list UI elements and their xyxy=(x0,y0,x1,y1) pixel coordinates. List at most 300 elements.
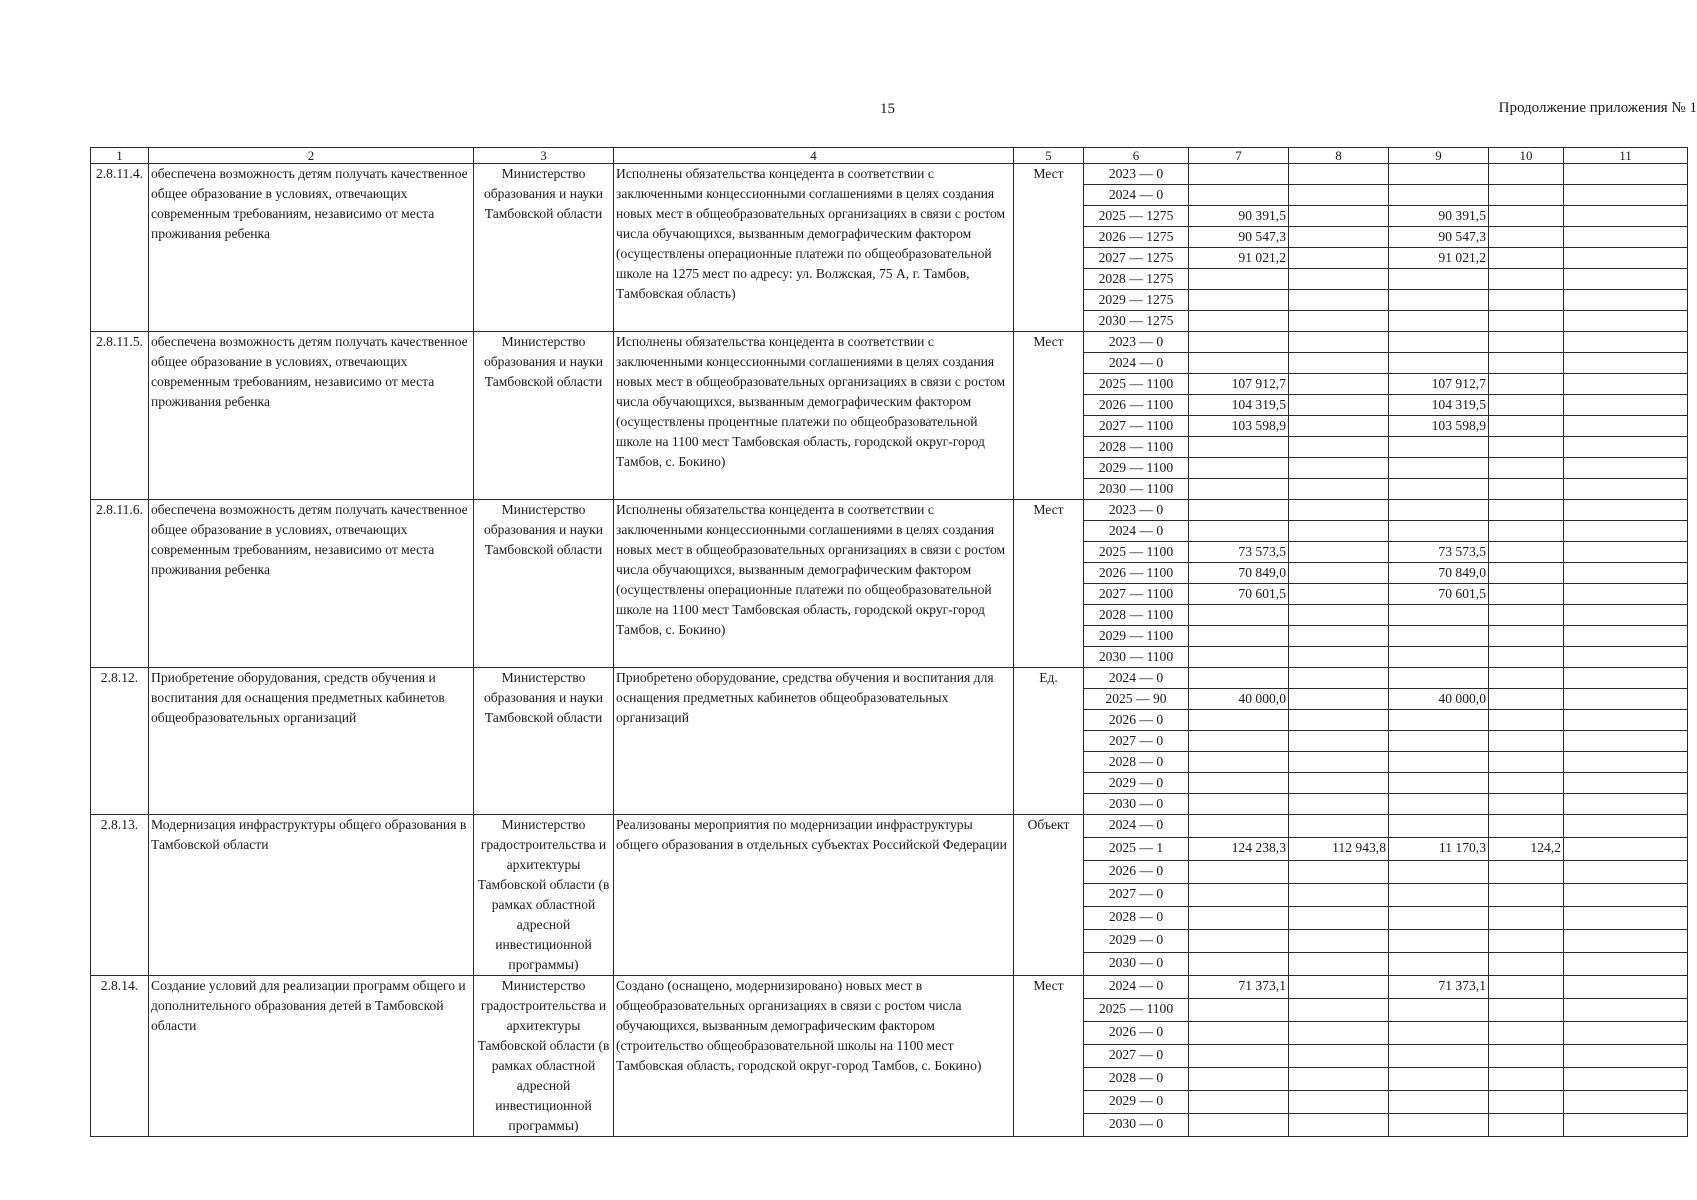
funding-cell-c10 xyxy=(1489,689,1564,710)
measure-unit: Ед. xyxy=(1014,668,1084,815)
year-value-cell: 2030 — 0 xyxy=(1084,794,1189,815)
year-value-cell: 2025 — 1100 xyxy=(1084,542,1189,563)
funding-cell-c8 xyxy=(1289,668,1389,689)
funding-cell-c10 xyxy=(1489,542,1564,563)
funding-cell-c7 xyxy=(1189,815,1289,838)
measure-number: 2.8.12. xyxy=(91,668,149,815)
funding-cell-c11 xyxy=(1564,731,1688,752)
table-row xyxy=(91,164,1688,185)
year-value-cell: 2025 — 1275 xyxy=(1084,206,1189,227)
funding-cell-c10 xyxy=(1489,1068,1564,1091)
funding-cell-c11 xyxy=(1564,1091,1688,1114)
year-value-cell: 2026 — 0 xyxy=(1084,1022,1189,1045)
year-value-cell: 2029 — 0 xyxy=(1084,1091,1189,1114)
funding-cell-c11 xyxy=(1564,521,1688,542)
funding-cell-c11 xyxy=(1564,976,1688,999)
funding-cell-c9 xyxy=(1389,930,1489,953)
funding-cell-c8 xyxy=(1289,521,1389,542)
funding-cell-c7 xyxy=(1189,884,1289,907)
funding-cell-c8 xyxy=(1289,1045,1389,1068)
funding-cell-c11 xyxy=(1564,395,1688,416)
year-value-cell: 2024 — 0 xyxy=(1084,185,1189,206)
funding-cell-c7 xyxy=(1189,1114,1289,1137)
measure-result: Реализованы мероприятия по модернизации инфраструктуры общего образования в отдельных субъектах Российской Федерации xyxy=(614,815,1014,976)
funding-cell-c8 xyxy=(1289,290,1389,311)
measure-result: Исполнены обязательства концедента в соответствии с заключенными концессионными соглашениями в целях создания новых мест в общеобразовательных организациях в связи с ростом числа обучающихся, вызванным демографическим фактором (осуществлены операционные платежи по общеобразовательной школе на 1100 мест Тамбовская область, городской округ-город Тамбов, с. Бокино) xyxy=(614,500,1014,668)
measure-name: Создание условий для реализации программ общего и дополнительного образования детей в Тамбовской области xyxy=(149,976,474,1137)
funding-cell-c7 xyxy=(1189,1091,1289,1114)
funding-cell-c7 xyxy=(1189,647,1289,668)
funding-cell-c8 xyxy=(1289,605,1389,626)
funding-cell-c11 xyxy=(1564,584,1688,605)
funding-cell-c10 xyxy=(1489,668,1564,689)
funding-cell-c7 xyxy=(1189,269,1289,290)
funding-cell-c9 xyxy=(1389,626,1489,647)
funding-cell-c8 xyxy=(1289,1022,1389,1045)
funding-cell-c8 xyxy=(1289,500,1389,521)
funding-cell-c8 xyxy=(1289,815,1389,838)
funding-cell-c9: 70 601,5 xyxy=(1389,584,1489,605)
funding-cell-c9: 107 912,7 xyxy=(1389,374,1489,395)
funding-cell-c7: 70 601,5 xyxy=(1189,584,1289,605)
funding-cell-c8 xyxy=(1289,458,1389,479)
funding-cell-c10 xyxy=(1489,248,1564,269)
measure-executor: Министерство образования и науки Тамбовской области xyxy=(474,500,614,668)
year-value-cell: 2024 — 0 xyxy=(1084,668,1189,689)
funding-cell-c7 xyxy=(1189,710,1289,731)
funding-cell-c7 xyxy=(1189,311,1289,332)
year-value-cell: 2025 — 1 xyxy=(1084,838,1189,861)
funding-cell-c11 xyxy=(1564,353,1688,374)
funding-cell-c10 xyxy=(1489,953,1564,976)
funding-cell-c9 xyxy=(1389,185,1489,206)
funding-cell-c11 xyxy=(1564,884,1688,907)
funding-cell-c11 xyxy=(1564,206,1688,227)
funding-cell-c7 xyxy=(1189,332,1289,353)
year-value-cell: 2028 — 0 xyxy=(1084,907,1189,930)
funding-cell-c10 xyxy=(1489,269,1564,290)
year-value-cell: 2025 — 90 xyxy=(1084,689,1189,710)
funding-cell-c9 xyxy=(1389,269,1489,290)
year-value-cell: 2027 — 1100 xyxy=(1084,584,1189,605)
funding-cell-c8 xyxy=(1289,563,1389,584)
funding-cell-c11 xyxy=(1564,290,1688,311)
table-row xyxy=(91,332,1688,353)
funding-cell-c11 xyxy=(1564,815,1688,838)
funding-cell-c11 xyxy=(1564,164,1688,185)
column-header: 11 xyxy=(1564,148,1688,164)
column-number-row xyxy=(91,148,1688,164)
funding-cell-c11 xyxy=(1564,227,1688,248)
funding-cell-c8 xyxy=(1289,479,1389,500)
funding-cell-c9: 40 000,0 xyxy=(1389,689,1489,710)
measure-number: 2.8.14. xyxy=(91,976,149,1137)
funding-cell-c10 xyxy=(1489,458,1564,479)
funding-cell-c7: 90 391,5 xyxy=(1189,206,1289,227)
funding-cell-c11 xyxy=(1564,710,1688,731)
funding-cell-c11 xyxy=(1564,437,1688,458)
measure-result: Создано (оснащено, модернизировано) новых мест в общеобразовательных организациях в связи с ростом числа обучающихся, вызванным демографическим фактором (строительство общеобразовательной школы на 1100 мест Тамбовская область, городской округ-город Тамбов, с. Бокино) xyxy=(614,976,1014,1137)
funding-cell-c9 xyxy=(1389,953,1489,976)
funding-cell-c10 xyxy=(1489,185,1564,206)
funding-cell-c8 xyxy=(1289,710,1389,731)
table-row xyxy=(91,976,1688,999)
measure-number: 2.8.11.6. xyxy=(91,500,149,668)
measure-name: обеспечена возможность детям получать качественное общее образование в условиях, отвечающих современным требованиям, независимо от места проживания ребенка xyxy=(149,164,474,332)
funding-cell-c7 xyxy=(1189,605,1289,626)
funding-cell-c9 xyxy=(1389,500,1489,521)
funding-cell-c9: 90 547,3 xyxy=(1389,227,1489,248)
funding-cell-c10 xyxy=(1489,500,1564,521)
measure-unit: Мест xyxy=(1014,332,1084,500)
table-row xyxy=(91,815,1688,838)
funding-cell-c11 xyxy=(1564,311,1688,332)
funding-cell-c11 xyxy=(1564,838,1688,861)
funding-cell-c8 xyxy=(1289,332,1389,353)
funding-cell-c8 xyxy=(1289,164,1389,185)
funding-cell-c11 xyxy=(1564,1068,1688,1091)
funding-cell-c9 xyxy=(1389,731,1489,752)
year-value-cell: 2023 — 0 xyxy=(1084,500,1189,521)
funding-cell-c7 xyxy=(1189,353,1289,374)
year-value-cell: 2028 — 0 xyxy=(1084,752,1189,773)
year-value-cell: 2028 — 1275 xyxy=(1084,269,1189,290)
funding-cell-c7 xyxy=(1189,999,1289,1022)
funding-cell-c10 xyxy=(1489,710,1564,731)
funding-cell-c9 xyxy=(1389,332,1489,353)
funding-cell-c7 xyxy=(1189,1045,1289,1068)
funding-cell-c8 xyxy=(1289,416,1389,437)
funding-cell-c7: 71 373,1 xyxy=(1189,976,1289,999)
table-row xyxy=(91,668,1688,689)
column-header: 6 xyxy=(1084,148,1189,164)
funding-cell-c7: 103 598,9 xyxy=(1189,416,1289,437)
funding-cell-c10 xyxy=(1489,752,1564,773)
funding-cell-c9 xyxy=(1389,647,1489,668)
funding-cell-c10 xyxy=(1489,332,1564,353)
funding-cell-c7 xyxy=(1189,668,1289,689)
funding-cell-c7 xyxy=(1189,458,1289,479)
funding-cell-c8 xyxy=(1289,353,1389,374)
measure-number: 2.8.11.5. xyxy=(91,332,149,500)
measure-executor: Министерство образования и науки Тамбовской области xyxy=(474,164,614,332)
measure-executor: Министерство образования и науки Тамбовской области xyxy=(474,332,614,500)
funding-cell-c11 xyxy=(1564,479,1688,500)
year-value-cell: 2030 — 1275 xyxy=(1084,311,1189,332)
funding-cell-c8 xyxy=(1289,907,1389,930)
funding-cell-c10 xyxy=(1489,884,1564,907)
funding-cell-c9 xyxy=(1389,458,1489,479)
funding-cell-c11 xyxy=(1564,374,1688,395)
funding-cell-c10 xyxy=(1489,227,1564,248)
funding-cell-c8 xyxy=(1289,953,1389,976)
year-value-cell: 2027 — 1100 xyxy=(1084,416,1189,437)
funding-cell-c9: 90 391,5 xyxy=(1389,206,1489,227)
column-header: 8 xyxy=(1289,148,1389,164)
funding-cell-c7: 40 000,0 xyxy=(1189,689,1289,710)
measure-name: Модернизация инфраструктуры общего образования в Тамбовской области xyxy=(149,815,474,976)
funding-cell-c8 xyxy=(1289,374,1389,395)
year-value-cell: 2026 — 1100 xyxy=(1084,395,1189,416)
column-header: 1 xyxy=(91,148,149,164)
funding-cell-c11 xyxy=(1564,458,1688,479)
funding-cell-c8 xyxy=(1289,930,1389,953)
funding-cell-c11 xyxy=(1564,332,1688,353)
funding-cell-c7 xyxy=(1189,1068,1289,1091)
funding-cell-c10 xyxy=(1489,206,1564,227)
funding-cell-c8 xyxy=(1289,647,1389,668)
funding-cell-c7 xyxy=(1189,164,1289,185)
funding-cell-c8 xyxy=(1289,584,1389,605)
year-value-cell: 2024 — 0 xyxy=(1084,815,1189,838)
funding-cell-c8 xyxy=(1289,1068,1389,1091)
measure-unit: Мест xyxy=(1014,500,1084,668)
funding-cell-c8 xyxy=(1289,395,1389,416)
measure-number: 2.8.11.4. xyxy=(91,164,149,332)
year-value-cell: 2029 — 0 xyxy=(1084,930,1189,953)
column-header: 3 xyxy=(474,148,614,164)
funding-cell-c8 xyxy=(1289,311,1389,332)
funding-cell-c10 xyxy=(1489,1022,1564,1045)
funding-cell-c9 xyxy=(1389,479,1489,500)
funding-cell-c7 xyxy=(1189,752,1289,773)
funding-cell-c9 xyxy=(1389,773,1489,794)
funding-cell-c7: 104 319,5 xyxy=(1189,395,1289,416)
year-value-cell: 2028 — 1100 xyxy=(1084,437,1189,458)
funding-cell-c8 xyxy=(1289,773,1389,794)
column-header: 9 xyxy=(1389,148,1489,164)
funding-cell-c9 xyxy=(1389,1091,1489,1114)
funding-cell-c8 xyxy=(1289,227,1389,248)
year-value-cell: 2029 — 1275 xyxy=(1084,290,1189,311)
funding-cell-c10 xyxy=(1489,1091,1564,1114)
funding-cell-c7 xyxy=(1189,626,1289,647)
measure-name: Приобретение оборудования, средств обучения и воспитания для оснащения предметных кабинетов общеобразовательных организаций xyxy=(149,668,474,815)
funding-cell-c8 xyxy=(1289,999,1389,1022)
funding-cell-c11 xyxy=(1564,563,1688,584)
funding-cell-c10 xyxy=(1489,563,1564,584)
funding-cell-c11 xyxy=(1564,861,1688,884)
funding-cell-c7 xyxy=(1189,290,1289,311)
funding-cell-c7 xyxy=(1189,479,1289,500)
year-value-cell: 2027 — 1275 xyxy=(1084,248,1189,269)
funding-cell-c10 xyxy=(1489,907,1564,930)
year-value-cell: 2027 — 0 xyxy=(1084,884,1189,907)
funding-cell-c7 xyxy=(1189,907,1289,930)
funding-cell-c8 xyxy=(1289,794,1389,815)
funding-cell-c9 xyxy=(1389,164,1489,185)
table-row xyxy=(91,500,1688,521)
funding-cell-c11 xyxy=(1564,605,1688,626)
measure-result: Исполнены обязательства концедента в соответствии с заключенными концессионными соглашениями в целях создания новых мест в общеобразовательных организациях в связи с ростом числа обучающихся, вызванным демографическим фактором (осуществлены процентные платежи по общеобразовательной школе на 1100 мест Тамбовская область, городской округ-город Тамбов, с. Бокино) xyxy=(614,332,1014,500)
funding-cell-c9 xyxy=(1389,290,1489,311)
funding-cell-c8 xyxy=(1289,689,1389,710)
funding-cell-c9 xyxy=(1389,907,1489,930)
funding-cell-c9 xyxy=(1389,815,1489,838)
measure-result: Исполнены обязательства концедента в соответствии с заключенными концессионными соглашениями в целях создания новых мест в общеобразовательных организациях в связи с ростом числа обучающихся, вызванным демографическим фактором (осуществлены операционные платежи по общеобразовательной школе на 1275 мест по адресу: ул. Волжская, 75 А, г. Тамбов, Тамбовская область) xyxy=(614,164,1014,332)
funding-cell-c11 xyxy=(1564,794,1688,815)
funding-cell-c8 xyxy=(1289,1091,1389,1114)
funding-cell-c8 xyxy=(1289,752,1389,773)
funding-cell-c7 xyxy=(1189,930,1289,953)
funding-cell-c8 xyxy=(1289,542,1389,563)
funding-cell-c10 xyxy=(1489,584,1564,605)
year-value-cell: 2029 — 1100 xyxy=(1084,626,1189,647)
funding-cell-c10 xyxy=(1489,731,1564,752)
funding-cell-c10 xyxy=(1489,1045,1564,1068)
funding-cell-c11 xyxy=(1564,647,1688,668)
funding-cell-c11 xyxy=(1564,269,1688,290)
funding-cell-c9 xyxy=(1389,1022,1489,1045)
year-value-cell: 2027 — 0 xyxy=(1084,1045,1189,1068)
year-value-cell: 2029 — 1100 xyxy=(1084,458,1189,479)
funding-cell-c8 xyxy=(1289,884,1389,907)
year-value-cell: 2029 — 0 xyxy=(1084,773,1189,794)
funding-cell-c7 xyxy=(1189,861,1289,884)
funding-cell-c7: 73 573,5 xyxy=(1189,542,1289,563)
funding-cell-c7: 91 021,2 xyxy=(1189,248,1289,269)
funding-cell-c8 xyxy=(1289,861,1389,884)
funding-cell-c8 xyxy=(1289,269,1389,290)
funding-cell-c9 xyxy=(1389,1045,1489,1068)
column-header: 5 xyxy=(1014,148,1084,164)
funding-cell-c7 xyxy=(1189,794,1289,815)
funding-cell-c9: 103 598,9 xyxy=(1389,416,1489,437)
funding-cell-c10 xyxy=(1489,815,1564,838)
year-value-cell: 2025 — 1100 xyxy=(1084,374,1189,395)
year-value-cell: 2027 — 0 xyxy=(1084,731,1189,752)
year-value-cell: 2026 — 0 xyxy=(1084,861,1189,884)
funding-cell-c8: 112 943,8 xyxy=(1289,838,1389,861)
funding-cell-c7 xyxy=(1189,437,1289,458)
funding-cell-c10 xyxy=(1489,773,1564,794)
funding-cell-c11 xyxy=(1564,185,1688,206)
funding-cell-c11 xyxy=(1564,1022,1688,1045)
funding-cell-c10 xyxy=(1489,1114,1564,1137)
funding-cell-c9: 91 021,2 xyxy=(1389,248,1489,269)
column-header: 10 xyxy=(1489,148,1564,164)
funding-cell-c9 xyxy=(1389,1114,1489,1137)
year-value-cell: 2030 — 0 xyxy=(1084,953,1189,976)
measure-executor: Министерство градостроительства и архитектуры Тамбовской области (в рамках областной адресной инвестиционной программы) xyxy=(474,815,614,976)
funding-cell-c9: 73 573,5 xyxy=(1389,542,1489,563)
funding-cell-c10 xyxy=(1489,647,1564,668)
funding-cell-c11 xyxy=(1564,773,1688,794)
measure-unit: Мест xyxy=(1014,976,1084,1137)
year-value-cell: 2030 — 0 xyxy=(1084,1114,1189,1137)
funding-cell-c9 xyxy=(1389,861,1489,884)
funding-cell-c10 xyxy=(1489,999,1564,1022)
appendix-note: Продолжение приложения № 1 xyxy=(1498,100,1697,116)
funding-cell-c9 xyxy=(1389,437,1489,458)
funding-cell-c7: 124 238,3 xyxy=(1189,838,1289,861)
year-value-cell: 2026 — 1275 xyxy=(1084,227,1189,248)
column-header: 2 xyxy=(149,148,474,164)
funding-cell-c10 xyxy=(1489,930,1564,953)
funding-cell-c9 xyxy=(1389,605,1489,626)
funding-cell-c9 xyxy=(1389,710,1489,731)
funding-cell-c11 xyxy=(1564,907,1688,930)
year-value-cell: 2023 — 0 xyxy=(1084,164,1189,185)
funding-cell-c11 xyxy=(1564,1114,1688,1137)
funding-cell-c10 xyxy=(1489,605,1564,626)
year-value-cell: 2025 — 1100 xyxy=(1084,999,1189,1022)
funding-cell-c10 xyxy=(1489,976,1564,999)
funding-cell-c8 xyxy=(1289,731,1389,752)
funding-cell-c8 xyxy=(1289,626,1389,647)
funding-cell-c9 xyxy=(1389,311,1489,332)
funding-cell-c11 xyxy=(1564,930,1688,953)
funding-cell-c8 xyxy=(1289,206,1389,227)
funding-cell-c10 xyxy=(1489,626,1564,647)
year-value-cell: 2024 — 0 xyxy=(1084,521,1189,542)
year-value-cell: 2026 — 0 xyxy=(1084,710,1189,731)
funding-cell-c7 xyxy=(1189,1022,1289,1045)
funding-cell-c10 xyxy=(1489,479,1564,500)
funding-cell-c9 xyxy=(1389,999,1489,1022)
funding-cell-c10 xyxy=(1489,311,1564,332)
funding-cell-c8 xyxy=(1289,437,1389,458)
measures-table xyxy=(90,147,1688,1137)
funding-cell-c7: 90 547,3 xyxy=(1189,227,1289,248)
measure-result: Приобретено оборудование, средства обучения и воспитания для оснащения предметных кабинетов общеобразовательных организаций xyxy=(614,668,1014,815)
funding-cell-c9 xyxy=(1389,353,1489,374)
funding-cell-c7 xyxy=(1189,185,1289,206)
measure-unit: Объект xyxy=(1014,815,1084,976)
funding-cell-c10 xyxy=(1489,290,1564,311)
funding-cell-c7: 107 912,7 xyxy=(1189,374,1289,395)
measure-name: обеспечена возможность детям получать качественное общее образование в условиях, отвечающих современным требованиям, независимо от места проживания ребенка xyxy=(149,500,474,668)
funding-cell-c11 xyxy=(1564,953,1688,976)
funding-cell-c7 xyxy=(1189,731,1289,752)
funding-cell-c11 xyxy=(1564,668,1688,689)
measure-number: 2.8.13. xyxy=(91,815,149,976)
year-value-cell: 2023 — 0 xyxy=(1084,332,1189,353)
funding-cell-c11 xyxy=(1564,689,1688,710)
funding-cell-c11 xyxy=(1564,626,1688,647)
year-value-cell: 2024 — 0 xyxy=(1084,353,1189,374)
funding-cell-c7 xyxy=(1189,521,1289,542)
year-value-cell: 2024 — 0 xyxy=(1084,976,1189,999)
measure-unit: Мест xyxy=(1014,164,1084,332)
measure-name: обеспечена возможность детям получать качественное общее образование в условиях, отвечающих современным требованиям, независимо от места проживания ребенка xyxy=(149,332,474,500)
funding-cell-c10 xyxy=(1489,353,1564,374)
column-header: 4 xyxy=(614,148,1014,164)
funding-cell-c10 xyxy=(1489,416,1564,437)
funding-cell-c10 xyxy=(1489,861,1564,884)
funding-cell-c10 xyxy=(1489,164,1564,185)
funding-cell-c8 xyxy=(1289,248,1389,269)
funding-cell-c9 xyxy=(1389,884,1489,907)
funding-cell-c9 xyxy=(1389,752,1489,773)
funding-cell-c8 xyxy=(1289,185,1389,206)
page-number: 15 xyxy=(880,101,895,117)
year-value-cell: 2028 — 1100 xyxy=(1084,605,1189,626)
funding-cell-c11 xyxy=(1564,752,1688,773)
funding-cell-c10 xyxy=(1489,437,1564,458)
funding-cell-c9: 104 319,5 xyxy=(1389,395,1489,416)
funding-cell-c9 xyxy=(1389,521,1489,542)
funding-cell-c11 xyxy=(1564,416,1688,437)
funding-cell-c7 xyxy=(1189,500,1289,521)
funding-cell-c10 xyxy=(1489,395,1564,416)
funding-cell-c9 xyxy=(1389,794,1489,815)
measure-executor: Министерство образования и науки Тамбовской области xyxy=(474,668,614,815)
funding-cell-c10 xyxy=(1489,521,1564,542)
year-value-cell: 2026 — 1100 xyxy=(1084,563,1189,584)
funding-cell-c9 xyxy=(1389,668,1489,689)
year-value-cell: 2028 — 0 xyxy=(1084,1068,1189,1091)
